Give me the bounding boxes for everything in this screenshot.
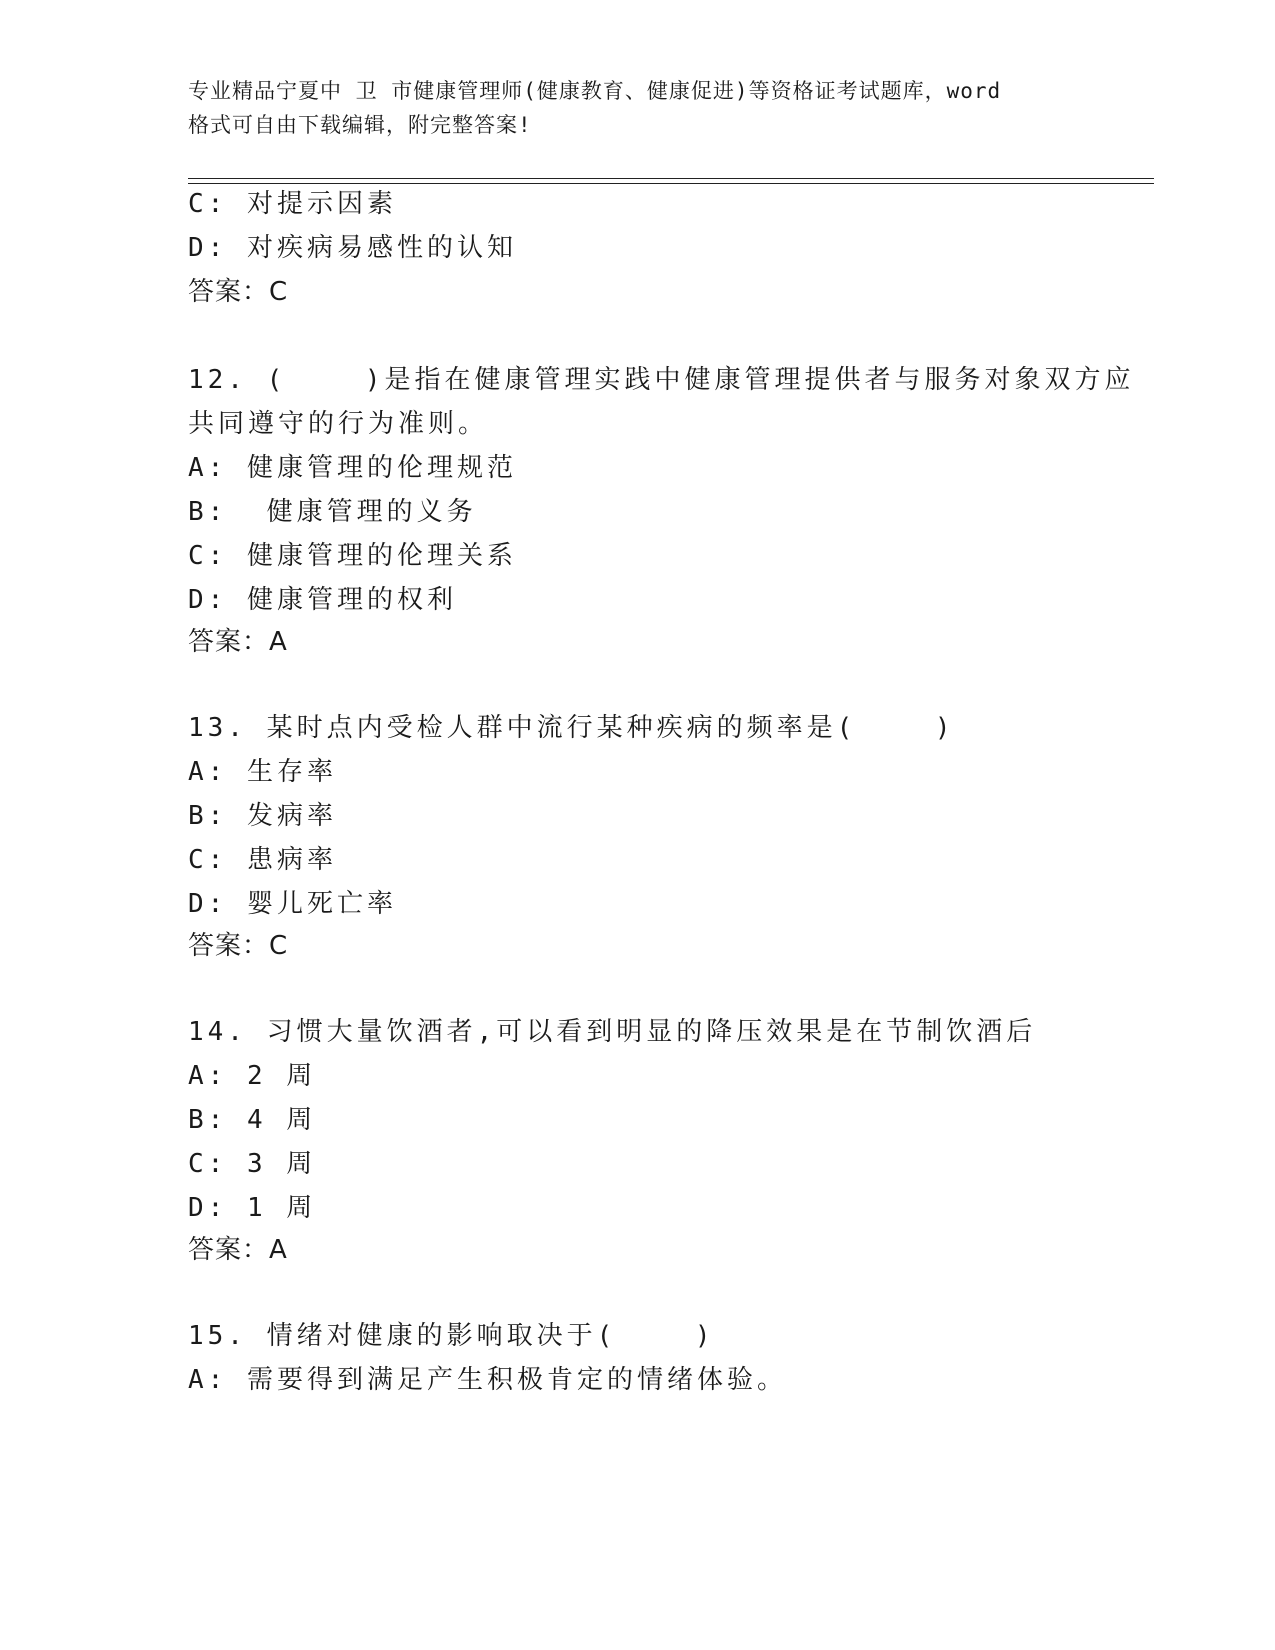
q12-option-d: D: 健康管理的权利 [188,585,457,615]
q13-option-b: B: 发病率 [188,801,337,831]
q13-stem: 13. 某时点内受检人群中流行某种疾病的频率是( ) [188,713,955,743]
q12-option-c: C: 健康管理的伦理关系 [188,541,517,571]
q12-option-b: B: 健康管理的义务 [188,497,477,527]
q11-answer: 答案：C [188,277,289,307]
q11-option-d: D: 对疾病易感性的认知 [188,233,517,263]
q14-option-c: C: 3 周 [188,1149,317,1179]
q14-stem: 14. 习惯大量饮酒者,可以看到明显的降压效果是在节制饮酒后 [188,1017,1037,1047]
q11-option-c: C: 对提示因素 [188,189,397,219]
q15-stem: 15. 情绪对健康的影响取决于( ) [188,1321,715,1351]
header-divider-top [188,178,1154,179]
header-divider-bottom [188,183,1154,184]
q14-option-d: D: 1 周 [188,1193,317,1223]
q12-stem-line-1: 12. ( )是指在健康管理实践中健康管理提供者与服务对象双方应 [188,365,1135,395]
q14-option-b: B: 4 周 [188,1105,317,1135]
header-line-2: 格式可自由下载编辑，附完整答案! [188,113,532,137]
q12-answer: 答案：A [188,627,288,657]
q13-option-a: A: 生存率 [188,757,337,787]
q12-stem-line-2: 共同遵守的行为准则。 [188,409,489,439]
document-header [188,74,1088,142]
q14-answer: 答案：A [188,1235,288,1265]
q12-option-a: A: 健康管理的伦理规范 [188,453,517,483]
q13-answer: 答案：C [188,931,289,961]
q13-option-c: C: 患病率 [188,845,337,875]
q15-option-a: A: 需要得到满足产生积极肯定的情绪体验。 [188,1365,787,1395]
header-line-1: 专业精品宁夏中 卫 市健康管理师(健康教育、健康促进)等资格证考试题库，word [188,79,1002,103]
q13-option-d: D: 婴儿死亡率 [188,889,397,919]
q14-option-a: A: 2 周 [188,1061,317,1091]
